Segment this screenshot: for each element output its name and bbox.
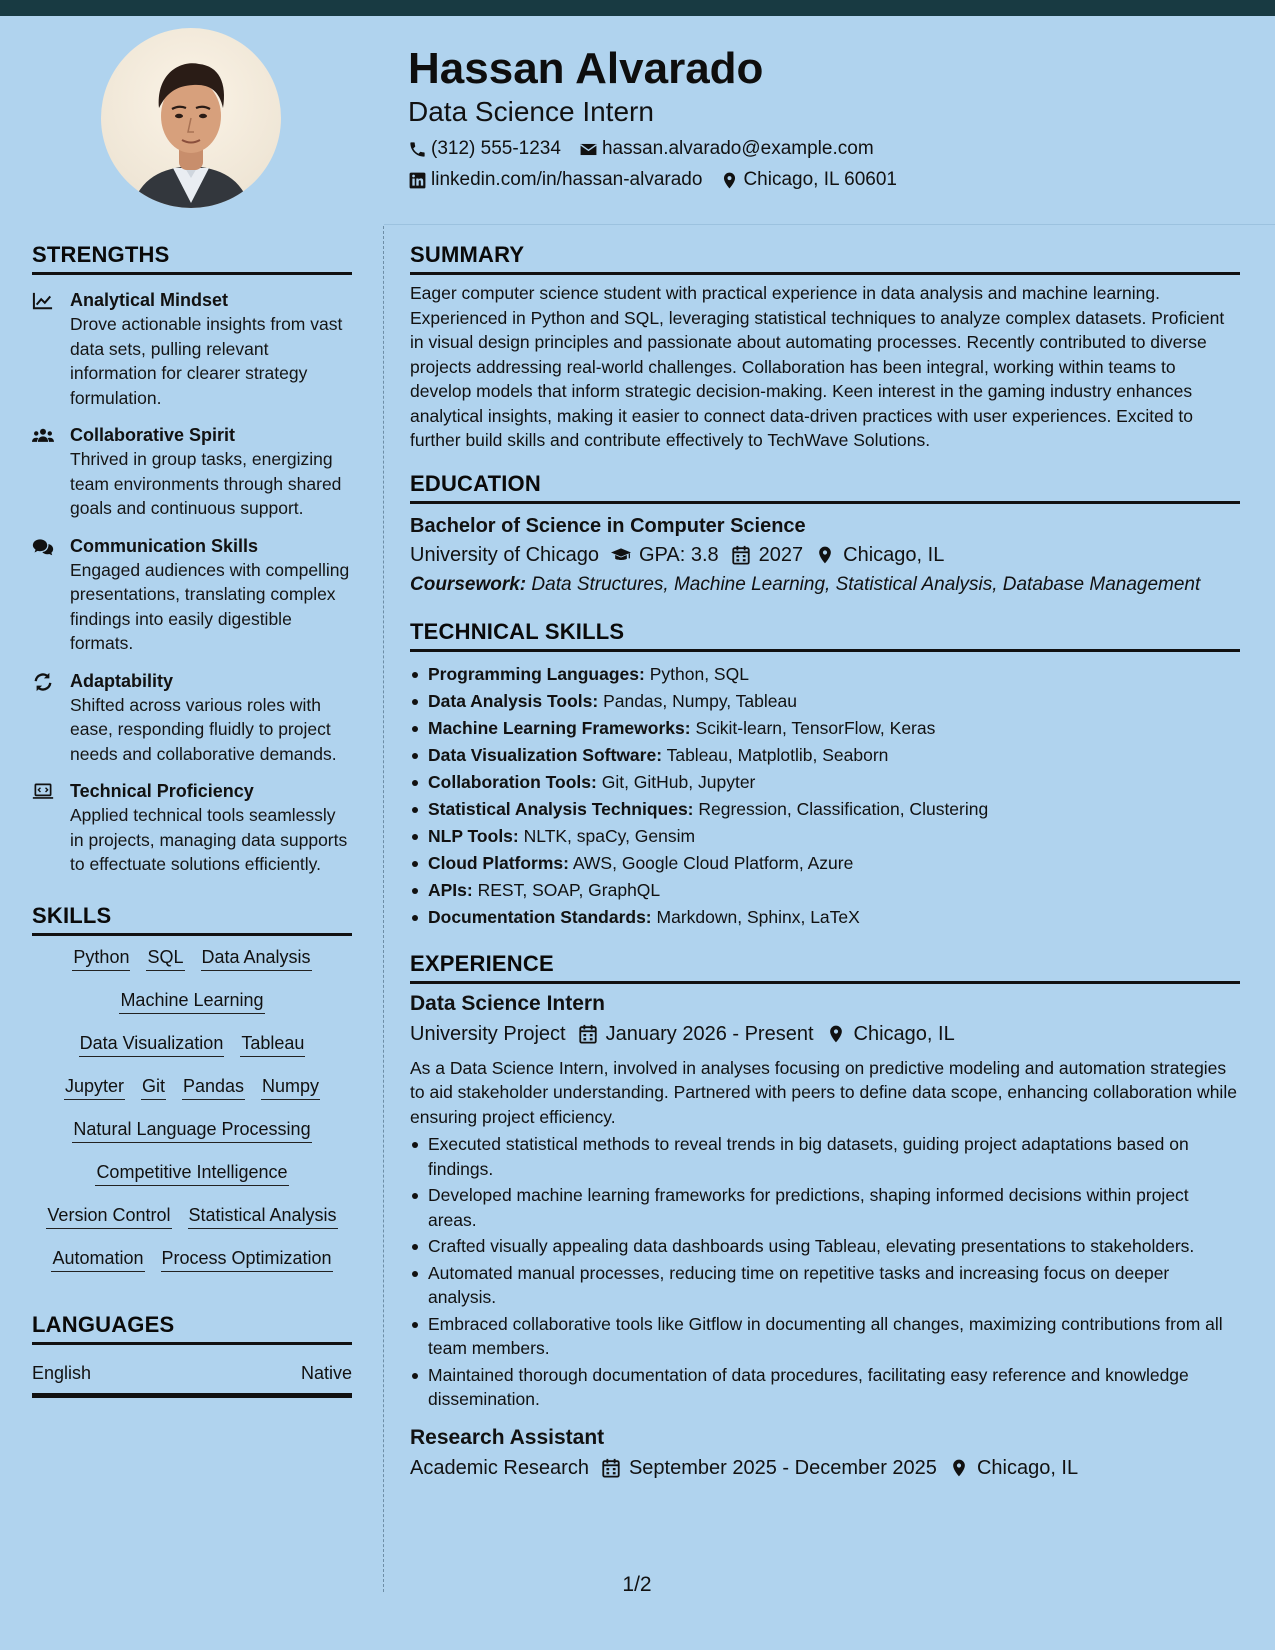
skill-value: Git, GitHub, Jupyter	[601, 771, 756, 792]
graduation-year: 2027	[758, 543, 804, 566]
candidate-title: Data Science Intern	[408, 96, 654, 127]
map-marker-icon	[815, 545, 835, 565]
skill-chip: Tableau	[240, 1030, 305, 1057]
section-title: EDUCATION	[410, 470, 541, 496]
skill-chip: Version Control	[46, 1202, 171, 1229]
section-title: SKILLS	[32, 902, 112, 928]
job-bullets	[410, 1132, 1240, 1412]
linkedin-icon	[408, 171, 427, 190]
skill-value: Tableau, Matplotlib, Seaborn	[666, 744, 889, 765]
skill-value: AWS, Google Cloud Platform, Azure	[572, 852, 854, 873]
summary-text: Eager computer science student with practical experience in data analysis and machine learning. Experienced in Python and SQL, leveraging statistical techniques to analyze complex datasets. Proficient in visual design principles and passionate about automating processes. Recently contributed to diverse projects addressing real-world challenges. Collaboration has been integral, working within teams to develop models that inform strategic decision-making. Keen interest in the gaming industry enhances analytical insights, making it easier to connect data-driven practices with user experiences. Excited to further build skills and contribute effectively to TechWave Solutions.	[410, 283, 1225, 450]
skill-value: NLTK, spaCy, Gensim	[523, 825, 696, 846]
strength-item	[32, 288, 352, 410]
candidate-name: Hassan Alvarado	[408, 44, 764, 93]
location-contact	[720, 168, 897, 192]
degree-title: Bachelor of Science in Computer Science	[410, 514, 806, 537]
skill-chip: Numpy	[261, 1073, 320, 1100]
skill-chip: Git	[141, 1073, 166, 1100]
language-name: English	[32, 1362, 92, 1383]
list-item	[410, 796, 1240, 823]
list-item	[410, 823, 1240, 850]
job-entry	[410, 990, 1240, 1412]
list-item	[410, 850, 1240, 877]
school-name: University of Chicago	[410, 543, 599, 566]
strength-desc: Thrived in group tasks, energizing team environments through shared goals and continuous support.	[70, 449, 342, 518]
map-marker-icon	[720, 171, 739, 190]
strength-item	[32, 669, 352, 767]
experience-section	[410, 949, 1240, 1482]
strength-title: Analytical Mindset	[70, 290, 229, 310]
section-title: LANGUAGES	[32, 1311, 175, 1337]
skill-row	[36, 1073, 348, 1100]
list-item: Embraced collaborative tools like Gitflow in documenting all changes, maximizing contributions from all team members.	[410, 1312, 1240, 1361]
list-item	[410, 742, 1240, 769]
list-item	[410, 688, 1240, 715]
section-title: SUMMARY	[410, 242, 525, 267]
section-rule	[32, 272, 352, 275]
skill-label: APIs:	[428, 879, 473, 900]
skill-chip: SQL	[146, 944, 184, 971]
strength-desc: Drove actionable insights from vast data sets, pulling relevant information for clearer strategy formulation.	[70, 314, 343, 408]
calendar-icon	[578, 1024, 598, 1044]
strengths-section	[32, 240, 352, 877]
strength-desc: Engaged audiences with compelling presentations, translating complex findings into easily digestible formats.	[70, 559, 350, 653]
coursework-label: Coursework:	[410, 573, 527, 595]
skill-label: Data Analysis Tools:	[428, 690, 599, 711]
skill-label: Machine Learning Frameworks:	[428, 717, 691, 738]
skill-label: Cloud Platforms:	[428, 852, 569, 873]
skill-label: Statistical Analysis Techniques:	[428, 798, 694, 819]
section-rule	[410, 649, 1240, 652]
job-org: University Project	[410, 1022, 566, 1045]
graduation-cap-icon	[611, 545, 631, 565]
language-row	[32, 1361, 352, 1398]
education-meta	[410, 541, 1240, 569]
technical-skills-list	[410, 661, 1240, 931]
strength-title: Adaptability	[70, 670, 174, 691]
strength-item	[32, 779, 352, 877]
list-item	[410, 904, 1240, 931]
profile-photo	[101, 28, 281, 208]
section-title: EXPERIENCE	[410, 950, 554, 976]
skill-chip: Data Analysis	[201, 944, 312, 971]
skill-label: Programming Languages:	[428, 663, 645, 684]
laptop-code-icon	[32, 779, 70, 877]
contact-row-1	[408, 137, 1248, 161]
map-marker-icon	[949, 1458, 969, 1478]
users-icon	[32, 423, 70, 521]
list-item: Maintained thorough documentation of data procedures, facilitating easy reference and knowledge dissemination.	[410, 1363, 1240, 1412]
strength-item	[32, 423, 352, 521]
skill-row	[36, 987, 348, 1014]
job-org: Academic Research	[410, 1456, 589, 1479]
job-entry	[410, 1424, 1240, 1482]
skill-label: NLP Tools:	[428, 825, 519, 846]
skill-row	[36, 1245, 348, 1272]
skill-row	[36, 944, 348, 971]
list-item	[410, 769, 1240, 796]
skill-chip: Python	[72, 944, 130, 971]
skill-chip: Natural Language Processing	[72, 1116, 311, 1143]
calendar-icon	[731, 545, 751, 565]
job-location: Chicago, IL	[976, 1456, 1079, 1479]
strength-item	[32, 534, 352, 656]
skill-value: Regression, Classification, Clustering	[698, 798, 989, 819]
summary-section	[410, 240, 1240, 453]
sync-icon	[32, 669, 70, 767]
job-dates: January 2026 - Present	[605, 1022, 814, 1045]
section-rule	[32, 1342, 352, 1345]
calendar-icon	[601, 1458, 621, 1478]
skill-chips	[32, 944, 352, 1288]
skill-label: Documentation Standards:	[428, 906, 652, 927]
skill-chip: Machine Learning	[119, 987, 264, 1014]
phone-contact[interactable]	[408, 137, 561, 161]
job-location: Chicago, IL	[853, 1022, 955, 1045]
technical-skills-section	[410, 617, 1240, 931]
section-rule	[410, 981, 1240, 984]
list-item: Executed statistical methods to reveal trends in big datasets, guiding project adaptations based on findings.	[410, 1132, 1240, 1181]
job-dates: September 2025 - December 2025	[628, 1456, 937, 1479]
job-title: Data Science Intern	[410, 991, 605, 1015]
header-divider	[384, 224, 1275, 225]
list-item	[410, 877, 1240, 904]
right-column	[410, 240, 1240, 1482]
resume-header	[408, 42, 1248, 192]
list-item	[410, 715, 1240, 742]
contact-row-2	[408, 168, 1248, 192]
job-summary: As a Data Science Intern, involved in analyses focusing on predictive modeling and automation strategies to aid stakeholder understanding. Partnered with peers to define data scope, enhancing collaboration while ensuring project efficiency.	[410, 1057, 1237, 1127]
phone-icon	[408, 140, 427, 159]
location-text: Chicago, IL 60601	[743, 169, 897, 190]
skill-chip: Data Visualization	[79, 1030, 225, 1057]
skill-chip: Jupyter	[64, 1073, 125, 1100]
skill-row	[36, 1159, 348, 1186]
skill-value: Markdown, Sphinx, LaTeX	[656, 906, 860, 927]
skill-row	[36, 1030, 348, 1057]
strength-title: Collaborative Spirit	[70, 425, 236, 445]
section-rule	[410, 272, 1240, 275]
linkedin-contact[interactable]	[408, 168, 702, 192]
skill-value: Python, SQL	[649, 663, 749, 684]
comments-icon	[32, 534, 70, 656]
linkedin-text: linkedin.com/in/hassan-alvarado	[431, 169, 703, 190]
strength-title: Technical Proficiency	[70, 781, 254, 801]
job-meta	[410, 1454, 1240, 1482]
section-rule	[410, 501, 1240, 504]
school-location: Chicago, IL	[843, 543, 945, 566]
phone-text: (312) 555-1234	[431, 138, 561, 159]
skill-row	[36, 1116, 348, 1143]
list-item: Crafted visually appealing data dashboards using Tableau, elevating presentations to stakeholders.	[410, 1234, 1240, 1259]
list-item	[410, 661, 1240, 688]
top-accent-bar	[0, 0, 1275, 16]
email-contact[interactable]	[579, 137, 874, 161]
skill-value: Scikit-learn, TensorFlow, Keras	[695, 717, 936, 738]
section-title: TECHNICAL SKILLS	[410, 618, 625, 644]
strength-title: Communication Skills	[70, 535, 259, 556]
gpa-text: GPA: 3.8	[638, 543, 719, 566]
skill-chip: Process Optimization	[161, 1245, 333, 1272]
strength-desc: Applied technical tools seamlessly in projects, managing data supports to effectuate solutions efficiently.	[70, 805, 348, 874]
email-text: hassan.alvarado@example.com	[601, 138, 874, 159]
section-title: STRENGTHS	[32, 242, 170, 267]
skills-section	[32, 901, 352, 1288]
coursework-list: Data Structures, Machine Learning, Statistical Analysis, Database Management	[531, 573, 1201, 595]
education-section	[410, 469, 1240, 597]
skill-chip: Automation	[51, 1245, 144, 1272]
coursework	[410, 573, 1240, 597]
job-meta	[410, 1020, 1240, 1048]
map-marker-icon	[826, 1024, 846, 1044]
skill-chip: Statistical Analysis	[188, 1202, 338, 1229]
skill-label: Collaboration Tools:	[428, 771, 597, 792]
list-item: Developed machine learning frameworks for predictions, shaping informed decisions within project areas.	[410, 1183, 1240, 1232]
chart-line-icon	[32, 288, 70, 410]
skill-chip: Competitive Intelligence	[95, 1159, 288, 1186]
page-number: 1/2	[622, 1573, 652, 1596]
language-level: Native	[300, 1362, 352, 1383]
skill-value: REST, SOAP, GraphQL	[477, 879, 661, 900]
list-item: Automated manual processes, reducing time on repetitive tasks and increasing focus on deeper analysis.	[410, 1261, 1240, 1310]
envelope-icon	[579, 140, 598, 159]
section-rule	[32, 933, 352, 936]
job-title: Research Assistant	[410, 1425, 605, 1449]
skill-label: Data Visualization Software:	[428, 744, 663, 765]
skill-row	[36, 1202, 348, 1229]
left-column	[32, 240, 352, 1398]
skill-chip: Pandas	[182, 1073, 245, 1100]
languages-section	[32, 1310, 352, 1398]
skill-value: Pandas, Numpy, Tableau	[603, 690, 797, 711]
strength-desc: Shifted across various roles with ease, responding fluidly to project needs and collaborative demands.	[70, 694, 337, 764]
column-divider	[383, 226, 384, 1592]
